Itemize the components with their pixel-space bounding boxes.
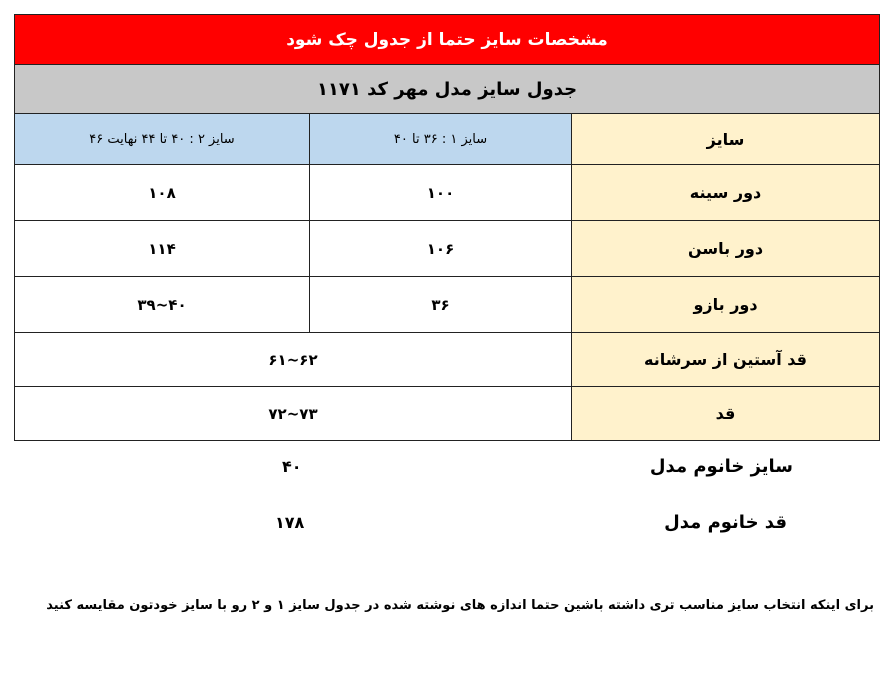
row-label-sleeve: قد آستین از سرشانه: [572, 333, 880, 387]
table-row-arm: [15, 277, 880, 333]
table-row-length: [15, 387, 880, 441]
arm-size1: ۳۶: [310, 277, 572, 333]
row-label-hip: دور باسن: [572, 221, 880, 277]
size-header-row: [15, 114, 880, 165]
size-label: سایز: [572, 114, 880, 165]
hip-size1: ۱۰۶: [310, 221, 572, 277]
model-height-value: ۱۷۸: [275, 513, 305, 532]
table-row-sleeve: [15, 333, 880, 387]
hip-size2: ۱۱۴: [15, 221, 310, 277]
model-title: جدول سایز مدل مهر کد ۱۱۷۱: [15, 65, 880, 114]
chest-size2: ۱۰۸: [15, 165, 310, 221]
model-size-value: ۴۰: [282, 457, 302, 476]
warning-banner: مشخصات سایز حتما از جدول چک شود: [15, 15, 880, 65]
length-value: ۷۳~۷۲: [15, 387, 572, 441]
size-table: [14, 14, 880, 441]
table-row-hip: [15, 221, 880, 277]
size2-header: سایز ۲ : ۴۰ تا ۴۴ نهایت ۴۶: [15, 114, 310, 165]
chest-size1: ۱۰۰: [310, 165, 572, 221]
table-row-chest: [15, 165, 880, 221]
arm-size2: ۴۰~۳۹: [15, 277, 310, 333]
row-label-arm: دور بازو: [572, 277, 880, 333]
model-size-label: سایز خانوم مدل: [649, 456, 793, 477]
footnote: برای اینکه انتخاب سایز مناسب تری داشته باشین حتما اندازه های نوشته شده در جدول سایز ۱ و ۲ رو با سایز خودتون مقایسه کنید: [46, 598, 874, 613]
row-label-chest: دور سینه: [572, 165, 880, 221]
sleeve-value: ۶۲~۶۱: [15, 333, 572, 387]
row-label-length: قد: [572, 387, 880, 441]
size-chart: [14, 14, 879, 441]
size1-header: سایز ۱ : ۳۶ تا ۴۰: [310, 114, 572, 165]
model-height-label: قد خانوم مدل: [664, 512, 787, 533]
